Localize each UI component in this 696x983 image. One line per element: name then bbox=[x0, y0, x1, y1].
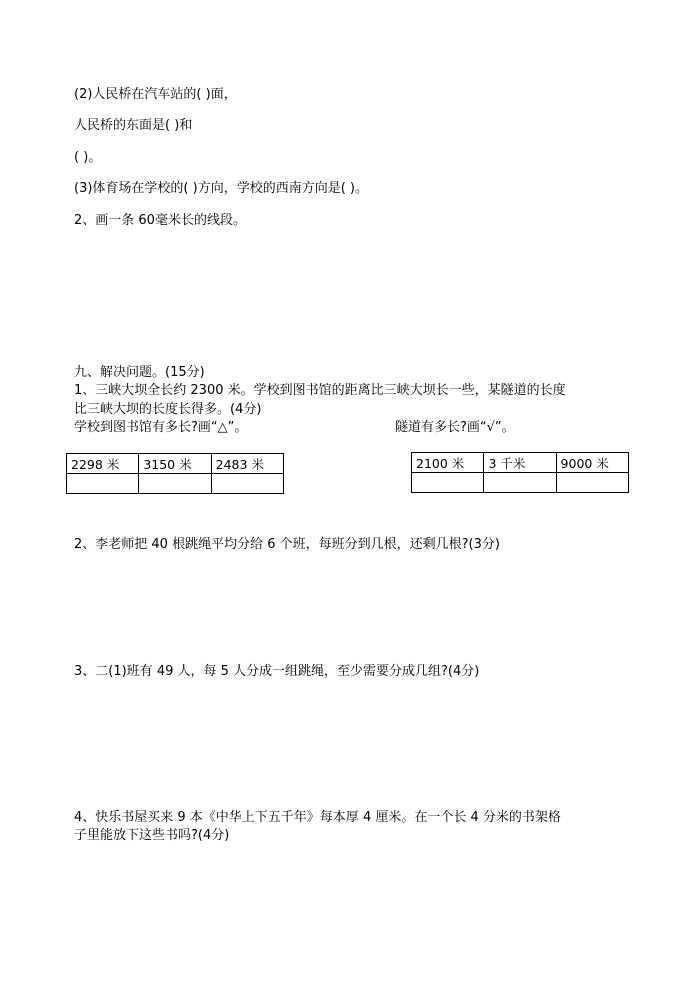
answer-cell[interactable] bbox=[67, 474, 139, 494]
answer-cell[interactable] bbox=[211, 474, 283, 494]
problem-1-line-2: 比三峡大坝的长度长得多。(4分) bbox=[74, 402, 262, 417]
answer-cell[interactable] bbox=[556, 473, 628, 493]
option-cell: 2100 米 bbox=[412, 453, 484, 473]
question-2-line-3: ( )。 bbox=[74, 150, 102, 165]
problem-2: 2、李老师把 40 根跳绳平均分给 6 个班，每班分到几根，还剩几根?(3分) bbox=[74, 537, 500, 552]
option-cell: 3 千米 bbox=[484, 453, 556, 473]
question-2-line-1: (2)人民桥在汽车站的( )面， bbox=[74, 87, 237, 102]
answer-cell[interactable] bbox=[412, 473, 484, 493]
problem-1-left-prompt: 学校到图书馆有多长?画“△”。 bbox=[74, 420, 248, 435]
problem-3: 3、二(1)班有 49 人，每 5 人分成一组跳绳，至少需要分成几组?(4分) bbox=[74, 664, 480, 679]
option-cell: 2298 米 bbox=[67, 454, 139, 474]
problem-1-right-prompt: 隧道有多长?画“√”。 bbox=[395, 420, 515, 435]
section-heading: 九、解决问题。(15分) bbox=[74, 365, 205, 380]
option-cell: 9000 米 bbox=[556, 453, 628, 473]
tunnel-length-options-table bbox=[411, 452, 629, 493]
answer-cell[interactable] bbox=[139, 474, 211, 494]
answer-cell[interactable] bbox=[484, 473, 556, 493]
library-distance-options-table bbox=[66, 453, 284, 494]
problem-1-line-1: 1、三峡大坝全长约 2300 米。学校到图书馆的距离比三峡大坝长一些，某隧道的长度 bbox=[74, 383, 566, 398]
question-3: (3)体育场在学校的( )方向，学校的西南方向是( )。 bbox=[74, 181, 368, 196]
option-cell: 2483 米 bbox=[211, 454, 283, 474]
option-cell: 3150 米 bbox=[139, 454, 211, 474]
problem-4-line-1: 4、快乐书屋买来 9 本《中华上下五千年》每本厚 4 厘米。在一个长 4 分米的书架格 bbox=[74, 810, 561, 825]
draw-segment-question: 2、画一条 60毫米长的线段。 bbox=[74, 213, 246, 228]
problem-4-line-2: 子里能放下这些书吗?(4分) bbox=[74, 828, 230, 843]
question-2-line-2: 人民桥的东面是( )和 bbox=[74, 118, 193, 133]
